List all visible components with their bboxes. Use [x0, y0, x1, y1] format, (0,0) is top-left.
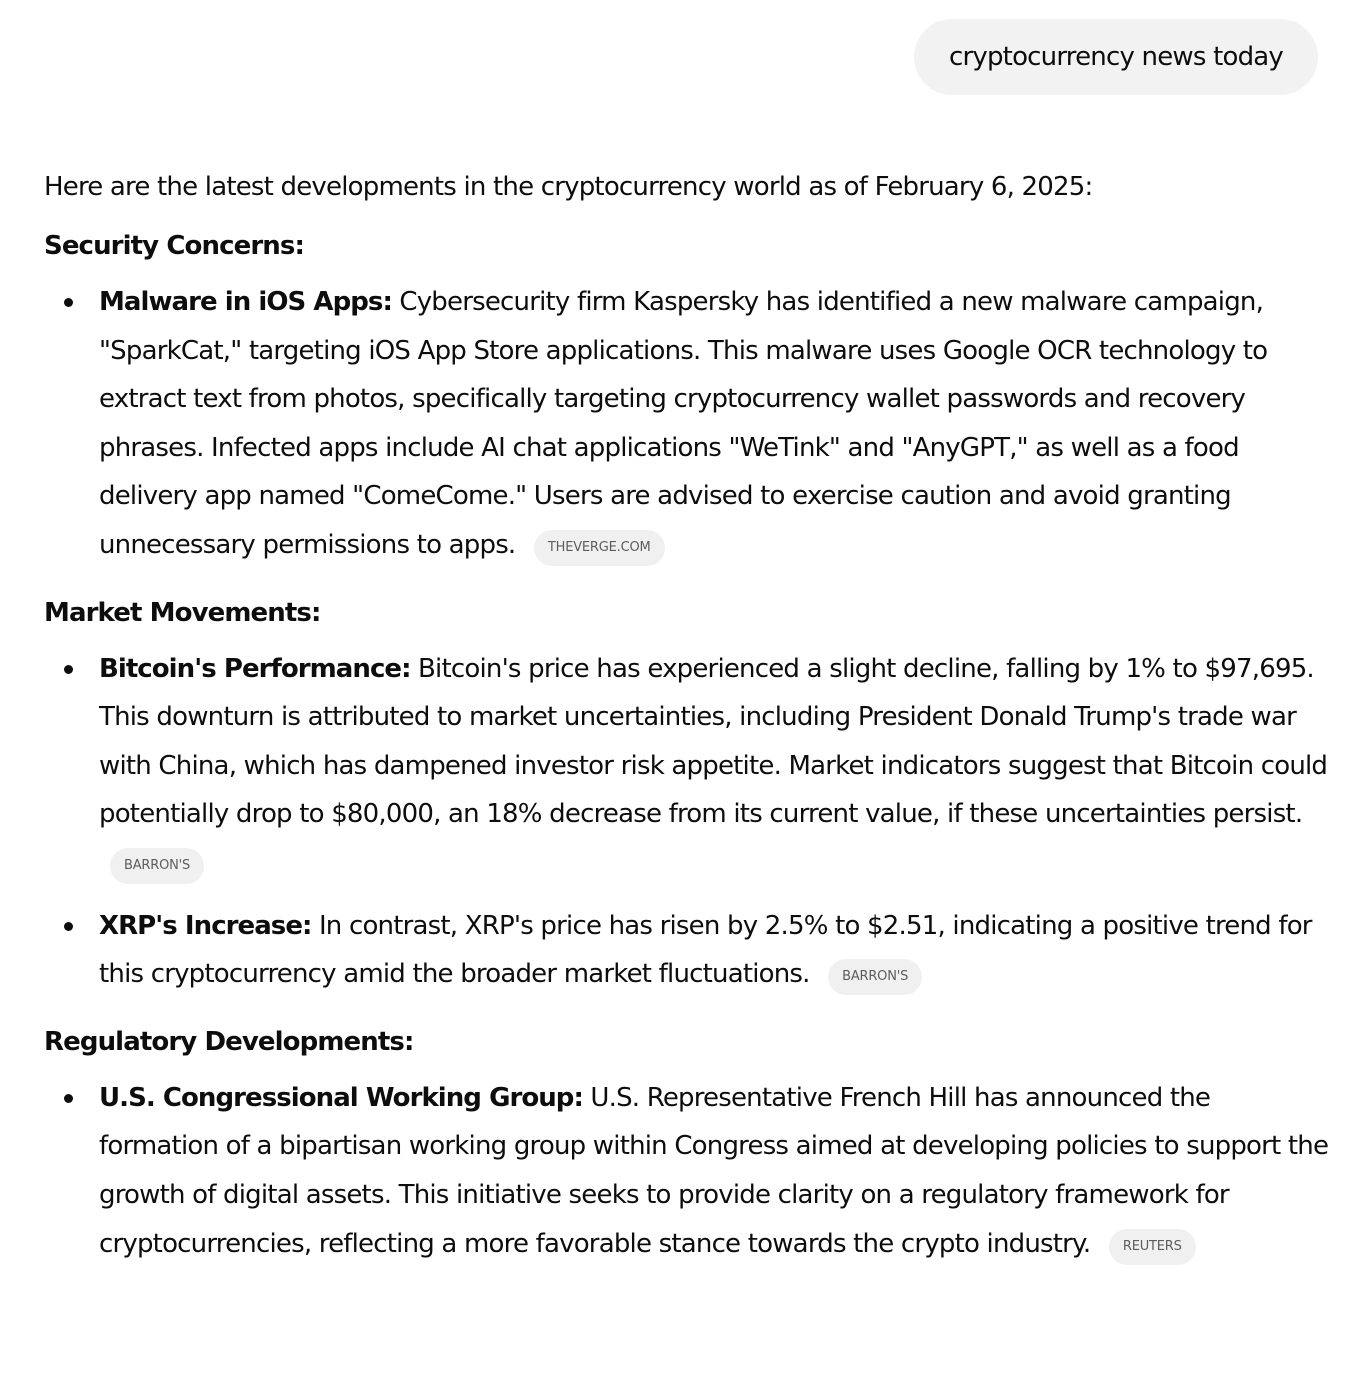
item-text: Bitcoin's price has experienced a slight decline, falling by 1% to $97,695. This downturn is attributed to market uncertainties, including President Donald Trump's trade war with China, which has dampened investor risk appetite. Market indicators suggest that Bitcoin could potentially drop to $80,000, an 18% decrease from its current value, if these uncertainties persist.: [99, 653, 1328, 830]
item-text: In contrast, XRP's price has risen by 2.5% to $2.51, indicating a positive trend for this cryptocurrency amid the broader market fluctuations.: [99, 910, 1312, 990]
list-item: [44, 1074, 1334, 1268]
regulatory-list: [44, 1074, 1334, 1268]
source-chip-barrons[interactable]: BARRON'S: [110, 848, 204, 884]
bullet: [64, 922, 73, 931]
response-intro: Here are the latest developments in the cryptocurrency world as of February 6, 2025:: [44, 172, 1093, 202]
bullet: [64, 1094, 73, 1103]
bullet: [64, 665, 73, 674]
list-item: [44, 645, 1334, 888]
list-item: [44, 278, 1334, 570]
source-chip-barrons[interactable]: BARRON'S: [828, 959, 922, 995]
item-title: XRP's Increase:: [99, 910, 312, 941]
market-list: [44, 645, 1334, 999]
item-text: U.S. Representative French Hill has announced the formation of a bipartisan working group within Congress aimed at developing policies to support the growth of digital assets. This initiative seeks to provide clarity on a regulatory framework for cryptocurrencies, reflecting a more favorable stance towards the crypto industry.: [99, 1082, 1329, 1259]
section-heading-security: Security Concerns:: [44, 231, 304, 261]
bullet: [64, 298, 73, 307]
list-item: [44, 902, 1334, 999]
item-title: U.S. Congressional Working Group:: [99, 1082, 583, 1113]
source-chip-theverge[interactable]: THEVERGE.COM: [534, 530, 665, 566]
item-text: Cybersecurity firm Kaspersky has identified a new malware campaign, "SparkCat," targeting iOS App Store applications. This malware uses Google OCR technology to extract text from photos, specifically targeting cryptocurrency wallet passwords and recovery phrases. Infected apps include AI chat applications "WeTink" and "AnyGPT," as well as a food delivery app named "ComeCome." Users are advised to exercise caution and avoid granting unnecessary permissions to apps.: [99, 287, 1268, 560]
item-title: Bitcoin's Performance:: [99, 653, 411, 684]
user-message-bubble: cryptocurrency news today: [914, 19, 1318, 95]
security-list: [44, 278, 1334, 570]
section-heading-regulatory: Regulatory Developments:: [44, 1026, 414, 1057]
item-title: Malware in iOS Apps:: [99, 287, 392, 317]
section-heading-market: Market Movements:: [44, 597, 321, 628]
assistant-response: [44, 160, 1334, 1268]
source-chip-reuters[interactable]: REUTERS: [1109, 1229, 1196, 1265]
